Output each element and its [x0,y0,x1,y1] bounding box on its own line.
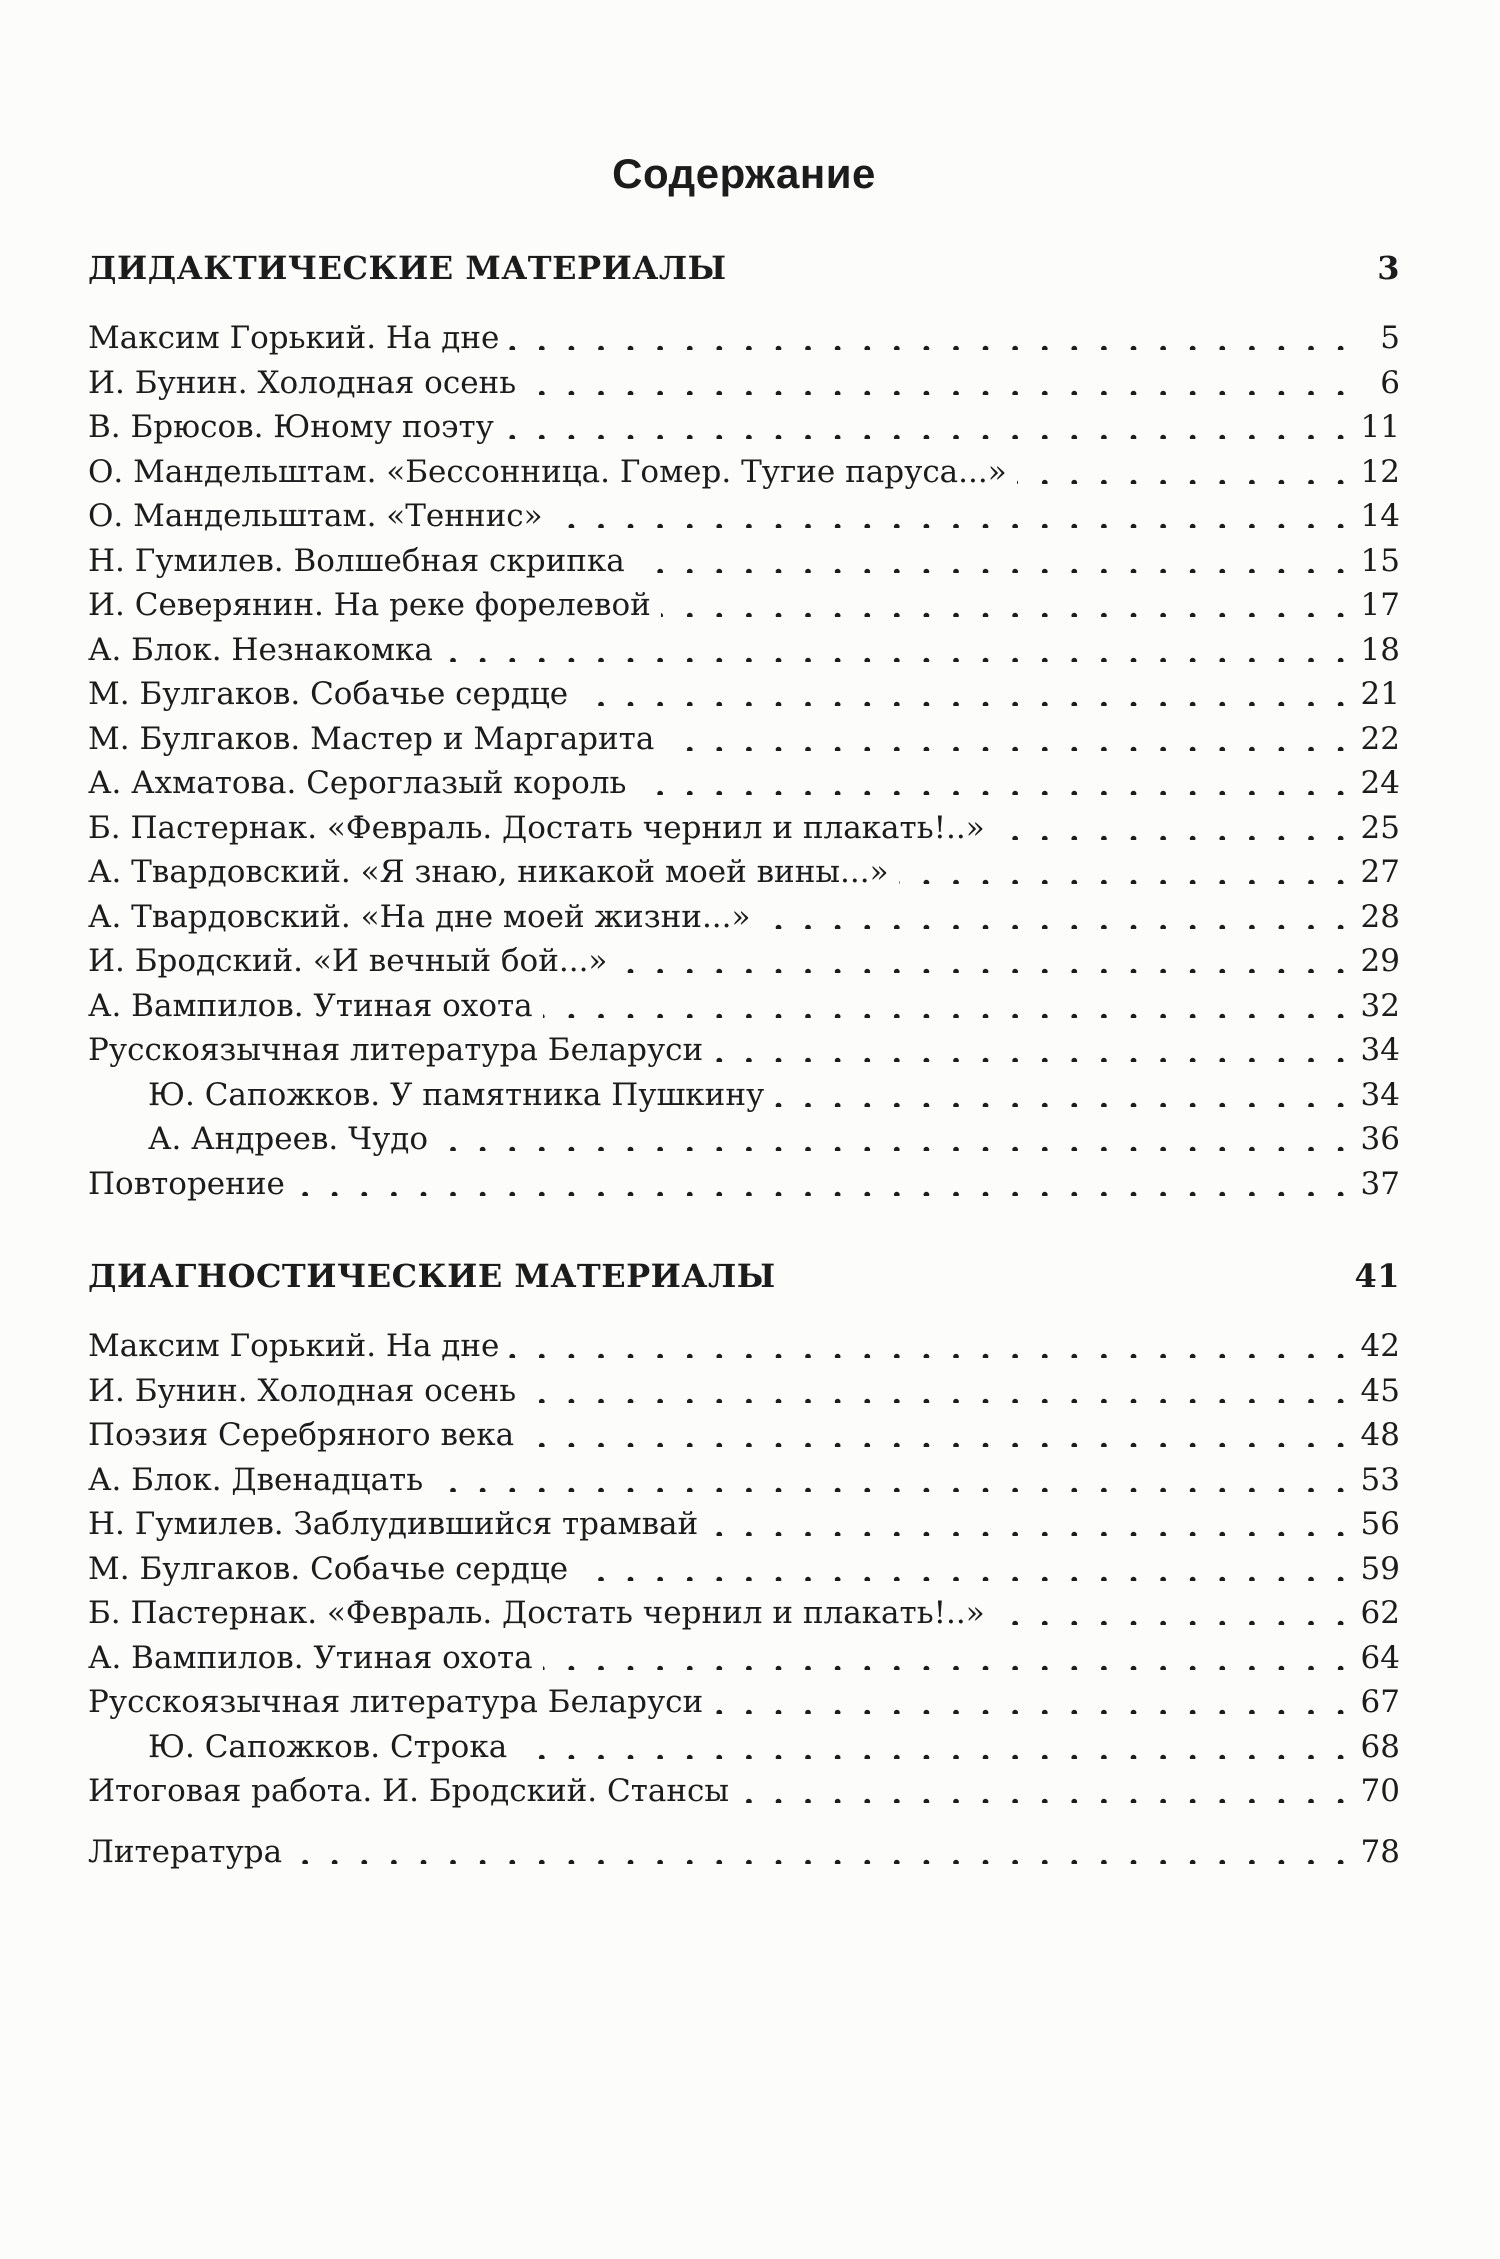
dot-leader [635,542,1350,573]
dot-leader [708,1505,1350,1536]
toc-entry[interactable] [88,1547,1400,1592]
toc-entry-page: 70 [1360,1773,1400,1809]
toc-entry[interactable] [88,539,1400,584]
toc-entry-page: 78 [1360,1833,1400,1870]
toc-entry-text: М. Булгаков. Собачье сердце [88,676,569,712]
toc-entry-text: О. Мандельштам. «Теннис» [88,498,543,534]
dot-leader [786,1257,1345,1289]
toc-entry-page: 32 [1360,987,1400,1024]
toc-entry-text: М. Булгаков. Мастер и Маргарита [88,720,655,757]
toc-entry-page: 45 [1360,1372,1400,1409]
toc-entry[interactable] [88,316,1400,361]
toc-entry[interactable] [88,1725,1400,1770]
toc-entry-text: Ю. Сапожков. Строка [148,1728,508,1765]
toc-entry-text: Максим Горький. На дне [88,1328,500,1364]
dot-leader [292,1833,1350,1864]
toc-entry-page: 62 [1360,1595,1400,1631]
toc-entry[interactable] [88,361,1400,406]
toc-entry-page: 15 [1360,542,1400,579]
toc-entry[interactable] [88,628,1400,673]
toc-entry-page: 68 [1360,1728,1400,1765]
dot-leader [578,675,1350,706]
toc-entry-text: Русскоязычная литература Беларуси [88,1032,704,1068]
toc-entry-page: 53 [1360,1461,1400,1498]
dot-leader [553,497,1350,528]
toc-entry-text: Повторение [88,1165,285,1202]
didactic-heading[interactable] [88,240,1400,296]
toc-entry-text: Н. Гумилев. Волшебная скрипка [88,542,625,579]
toc-entry-text: А. Андреев. Чудо [148,1121,429,1157]
toc-entry[interactable] [88,450,1400,495]
toc-entry-text: Ю. Сапожков. У памятника Пушкину [148,1076,765,1113]
toc-entry-page: 24 [1360,765,1400,801]
dot-leader [524,1416,1350,1447]
toc-entry[interactable] [88,761,1400,806]
dot-leader [543,987,1350,1018]
toc-entry[interactable] [88,1324,1400,1369]
toc-entry-text: Литература [88,1833,283,1870]
toc-entry[interactable] [88,583,1400,628]
dot-leader [517,1728,1350,1759]
toc-entry[interactable] [88,405,1400,450]
didactic-heading-page: 3 [1377,249,1400,287]
dot-leader [636,764,1350,795]
toc-entry-page: 27 [1360,854,1400,890]
dot-leader [774,1076,1350,1107]
dot-leader [543,1639,1350,1670]
diagnostic-entries [88,1324,1400,1814]
dot-leader [737,249,1350,281]
toc-entry[interactable] [88,494,1400,539]
toc-entry-text: Максим Горький. На дне [88,320,500,356]
toc-entry-page: 59 [1360,1550,1400,1587]
toc-entry-page: 34 [1360,1032,1400,1068]
toc-entry-text: И. Бунин. Холодная осень [88,364,517,401]
toc-entry-text: Б. Пастернак. «Февраль. Достать чернил и плакать!..» [88,809,985,846]
dot-leader [1017,453,1350,484]
toc-entry[interactable] [88,1162,1400,1207]
toc-entry-text: М. Булгаков. Собачье сердце [88,1550,569,1587]
dot-leader [760,898,1350,929]
toc-entry-text: Русскоязычная литература Беларуси [88,1684,704,1720]
toc-entry-page: 22 [1360,720,1400,757]
toc-entry[interactable] [88,1769,1400,1814]
toc-entry-page: 14 [1360,498,1400,534]
toc-entry-page: 36 [1360,1121,1400,1157]
dot-leader [899,853,1350,884]
dot-leader [526,364,1350,395]
toc-entry-text: И. Бунин. Холодная осень [88,1372,517,1409]
toc-entry-text: А. Твардовский. «Я знаю, никакой моей вины...» [88,854,889,890]
toc-entry-text: А. Вампилов. Утиная охота [88,987,533,1024]
toc-entry-page: 21 [1360,676,1400,712]
toc-entry-page: 6 [1380,364,1400,401]
toc-entry-page: 48 [1360,1417,1400,1453]
dot-leader [504,408,1350,439]
toc-entry[interactable] [88,806,1400,851]
didactic-section [88,240,1400,1206]
dot-leader [295,1165,1350,1196]
toc-entry[interactable] [88,1117,1400,1162]
toc-entry-literature[interactable] [88,1830,1400,1875]
toc-entry[interactable] [88,1591,1400,1636]
toc-entry-page: 28 [1360,898,1400,935]
toc-entry[interactable] [88,1413,1400,1458]
toc-entry-page: 5 [1380,320,1400,356]
toc-entry-page: 37 [1360,1165,1400,1202]
toc-entry-page: 64 [1360,1639,1400,1676]
toc-entry[interactable] [88,984,1400,1029]
toc-entry-text: И. Бродский. «И вечный бой...» [88,943,608,979]
dot-leader [443,631,1350,662]
toc-entry-text: Итоговая работа. И. Бродский. Стансы [88,1773,730,1809]
toc-entry-text: О. Мандельштам. «Бессонница. Гомер. Тугие паруса...» [88,453,1007,490]
toc-page [88,150,1400,1874]
page-title: Содержание [612,150,876,197]
toc-entry[interactable] [88,1369,1400,1414]
toc-entry-text: Н. Гумилев. Заблудившийся трамвай [88,1506,699,1542]
dot-leader [661,586,1350,617]
toc-entry[interactable] [88,1636,1400,1681]
diagnostic-heading-page: 41 [1354,1257,1400,1295]
toc-entry-text: А. Блок. Двенадцать [88,1461,424,1498]
toc-entry[interactable] [88,717,1400,762]
toc-entry-text: Б. Пастернак. «Февраль. Достать чернил и плакать!..» [88,1595,985,1631]
dot-leader [578,1550,1350,1581]
diagnostic-section [88,1248,1400,1814]
toc-entry-text: А. Ахматова. Сероглазый король [88,765,627,801]
toc-entry-page: 29 [1360,943,1400,979]
toc-entry-text: А. Блок. Незнакомка [88,631,433,668]
dot-leader [509,1327,1350,1358]
toc-entry[interactable] [88,672,1400,717]
toc-entry-page: 18 [1360,631,1400,668]
toc-entry[interactable] [88,1073,1400,1118]
toc-entry[interactable] [88,895,1400,940]
toc-entry-text: А. Вампилов. Утиная охота [88,1639,533,1676]
dot-leader [995,1594,1350,1625]
diagnostic-heading-text: ДИАГНОСТИЧЕСКИЕ МАТЕРИАЛЫ [88,1257,776,1295]
dot-leader [526,1372,1350,1403]
dot-leader [995,809,1350,840]
dot-leader [739,1772,1350,1803]
toc-entry[interactable] [88,1458,1400,1503]
toc-entry-page: 56 [1360,1506,1400,1542]
toc-entry-text: И. Северянин. На реке форелевой [88,587,651,623]
toc-entry[interactable] [88,1502,1400,1547]
toc-entry-page: 34 [1360,1076,1400,1113]
toc-entry-page: 25 [1360,809,1400,846]
toc-entry-page: 12 [1360,453,1400,490]
toc-entry-text: Поэзия Серебряного века [88,1417,515,1453]
didactic-heading-text: ДИДАКТИЧЕСКИЕ МАТЕРИАЛЫ [88,249,727,287]
dot-leader [438,1120,1350,1151]
toc-entry-page: 11 [1360,409,1400,445]
didactic-entries [88,316,1400,1206]
dot-leader [509,319,1350,350]
toc-entry[interactable] [88,1680,1400,1725]
dot-leader [713,1683,1350,1714]
dot-leader [433,1461,1350,1492]
toc-entry-page: 42 [1360,1328,1400,1364]
toc-entry-page: 67 [1360,1684,1400,1720]
dot-leader [617,942,1350,973]
dot-leader [664,720,1350,751]
toc-entry[interactable] [88,1028,1400,1073]
diagnostic-heading[interactable] [88,1248,1400,1304]
toc-entry-text: А. Твардовский. «На дне моей жизни...» [88,898,751,935]
toc-entry[interactable] [88,939,1400,984]
dot-leader [713,1031,1350,1062]
toc-entry-page: 17 [1360,587,1400,623]
toc-entry[interactable] [88,850,1400,895]
toc-entry-text: В. Брюсов. Юному поэту [88,409,494,445]
